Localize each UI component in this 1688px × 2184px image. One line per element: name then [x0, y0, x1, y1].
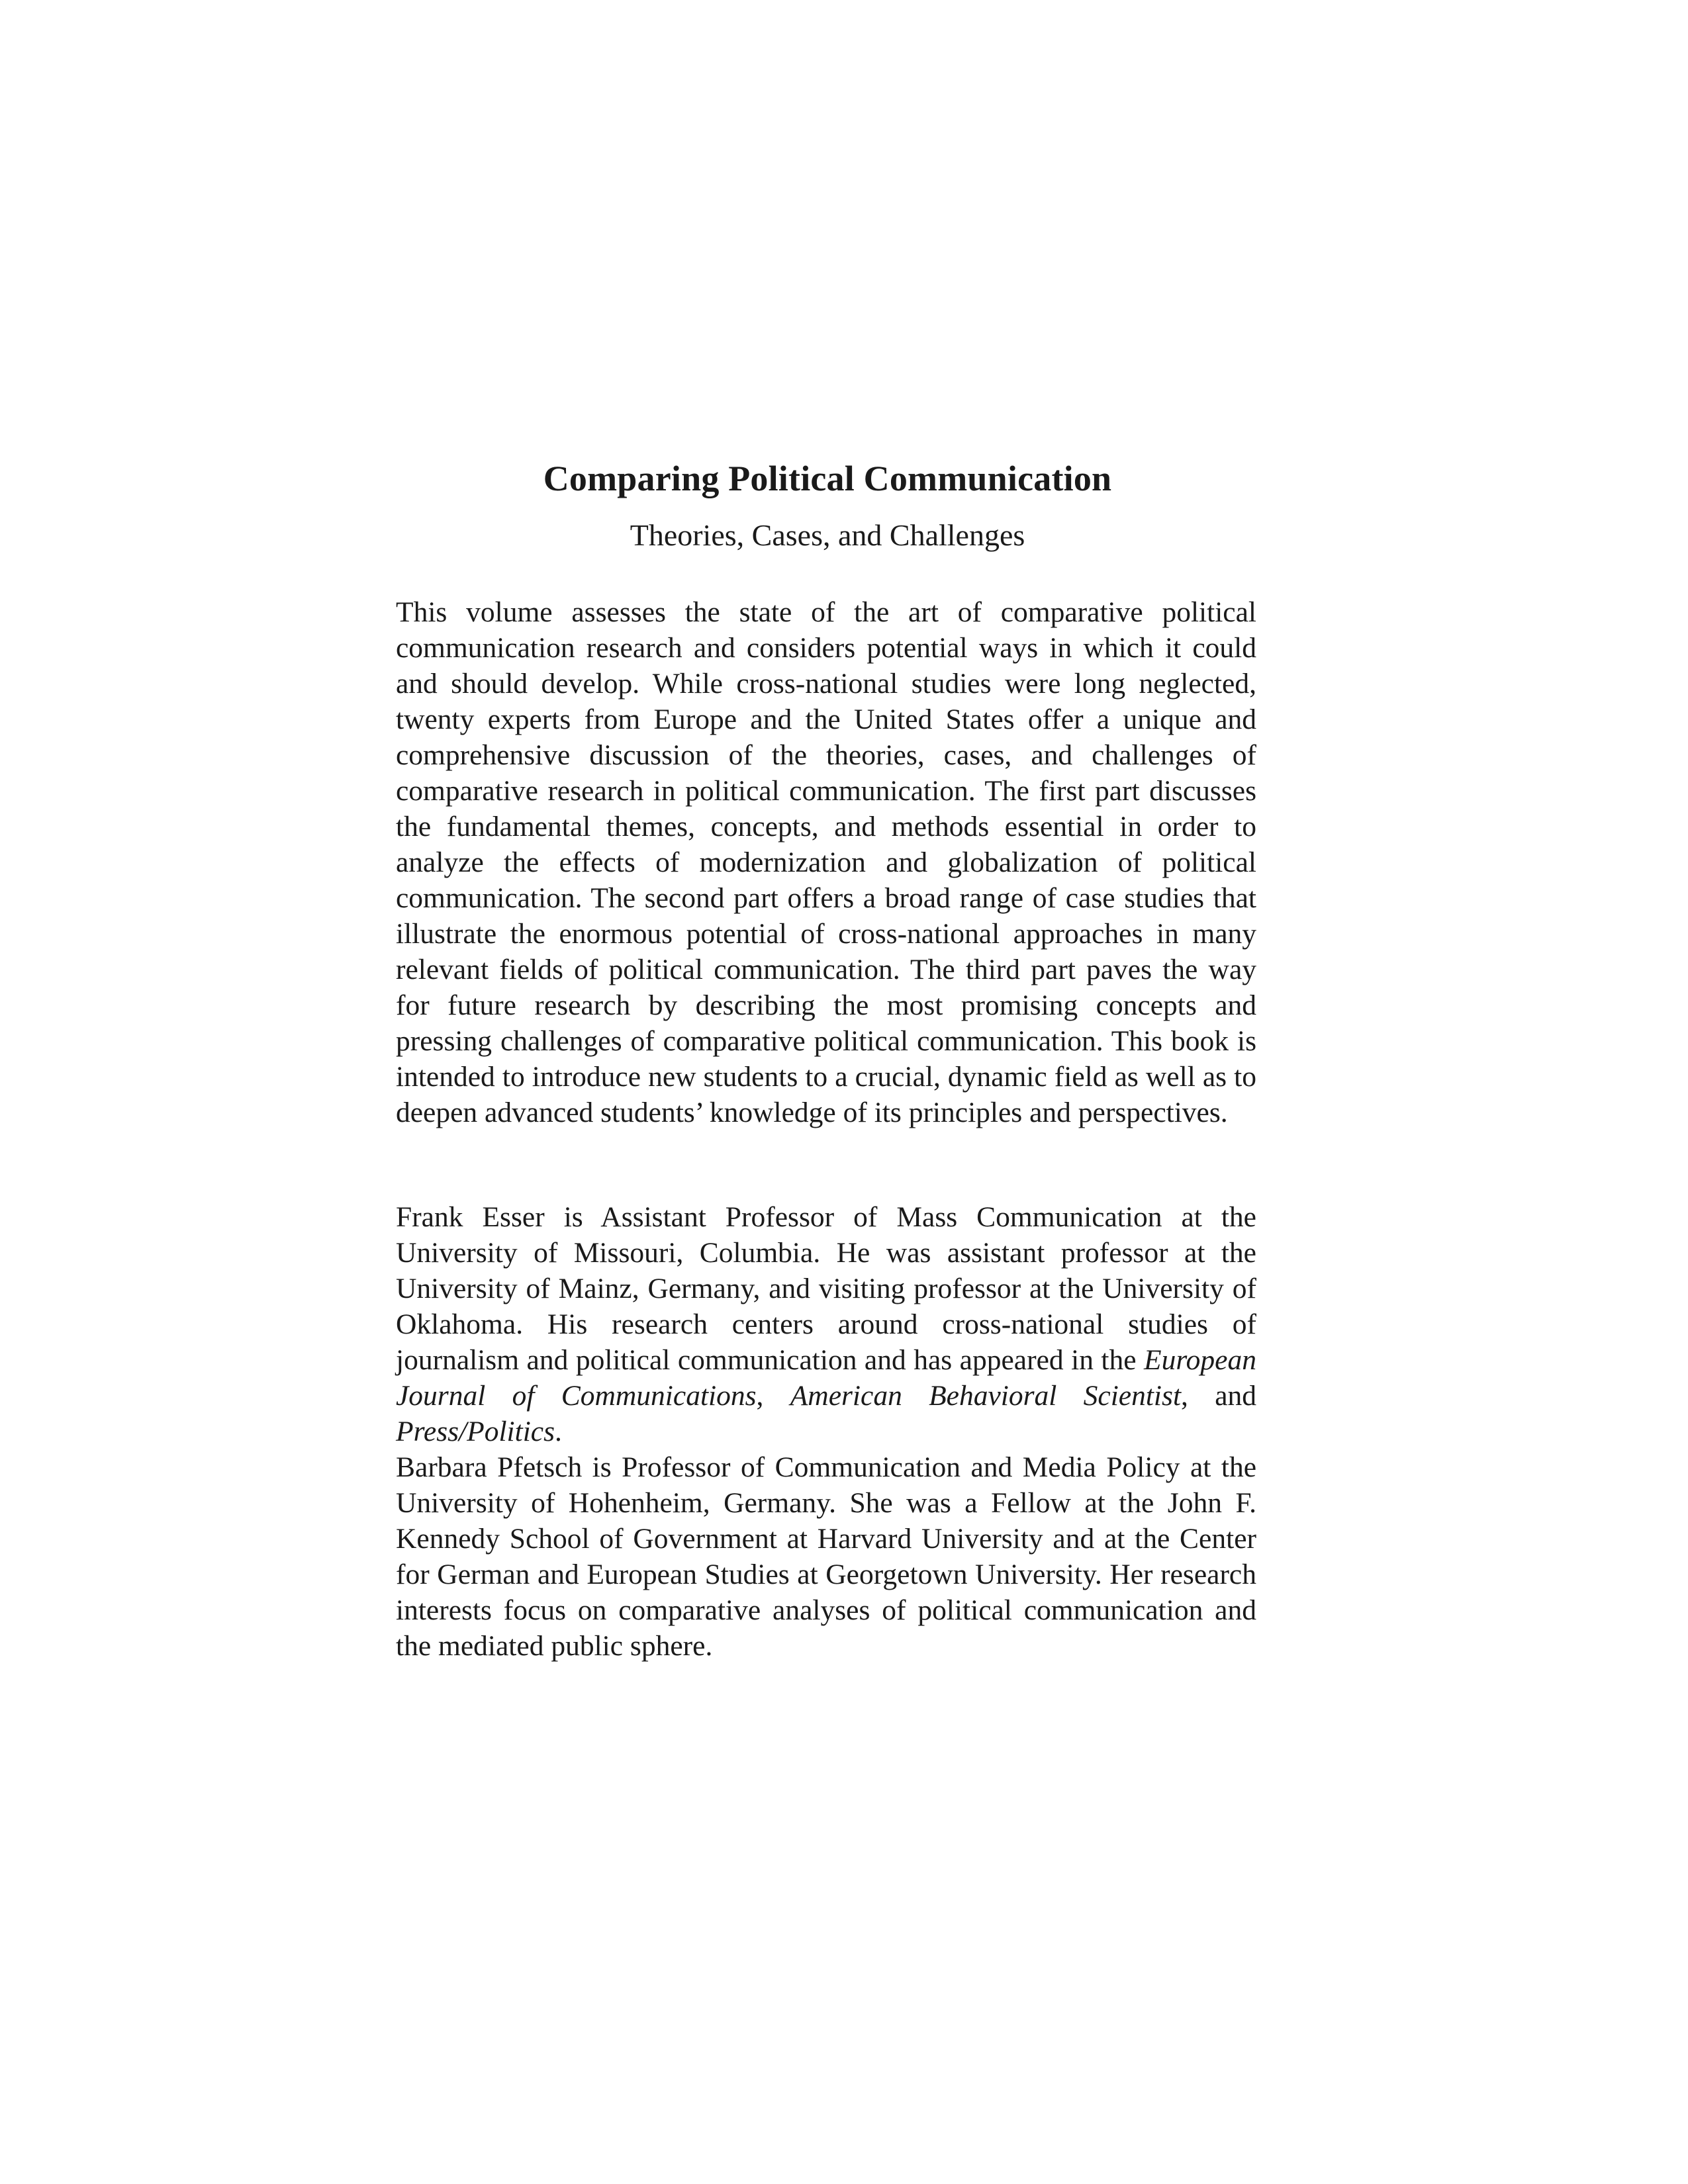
book-abstract: This volume assesses the state of the art of comparative political communication research and considers potential ways in which it could and should develop. While cross-national studies were long neglected, twenty experts from Europe and the United States offer a unique and comprehensive discussion of the theories, cases, and challenges of comparative research in political communication. The first part discusses the fundamental themes, concepts, and methods essential in order to analyze the effects of modernization and globalization of political communication. The second part offers a broad range of case studies that illustrate the enormous potential of cross-national approaches in many relevant fields of political communication. The third part paves the way for future research by describing the most promising concepts and pressing challenges of comparative political communication. This book is intended to introduce new students to a crucial, dynamic field as well as to deepen advanced students’ knowledge of its principles and perspectives.: [396, 596, 1256, 1128]
author-bio-esser-text: Frank Esser is Assistant Professor of Mass Communication at the University of Missouri, Columbia. He was assistant professor at the University of Mainz, Germany, and visiting professor at the University of Oklahoma. His research centers around cross-national studies of journalism and political communication and has appeared in the: [396, 1201, 1256, 1376]
sentence-end: .: [555, 1416, 562, 1447]
journal-title: European Journal of Communications: [396, 1344, 1256, 1412]
journal-title: American Behavioral Scientist: [790, 1380, 1182, 1412]
book-subtitle: Theories, Cases, and Challenges: [630, 518, 1025, 552]
separator: , and: [1181, 1380, 1257, 1412]
separator: ,: [756, 1380, 790, 1412]
author-bio-pfetsch: Barbara Pfetsch is Professor of Communication and Media Policy at the University of Hohenheim, Germany. She was a Fellow at the John F. Kennedy School of Government at Harvard University and at the Center for German and European Studies at Georgetown University. Her research interests focus on comparative analyses of political communication and the mediated public sphere.: [396, 1451, 1256, 1662]
book-title: Comparing Political Communication: [543, 459, 1112, 498]
journal-title: Press/Politics: [396, 1416, 555, 1447]
author-bio-esser: [396, 1199, 1256, 1449]
